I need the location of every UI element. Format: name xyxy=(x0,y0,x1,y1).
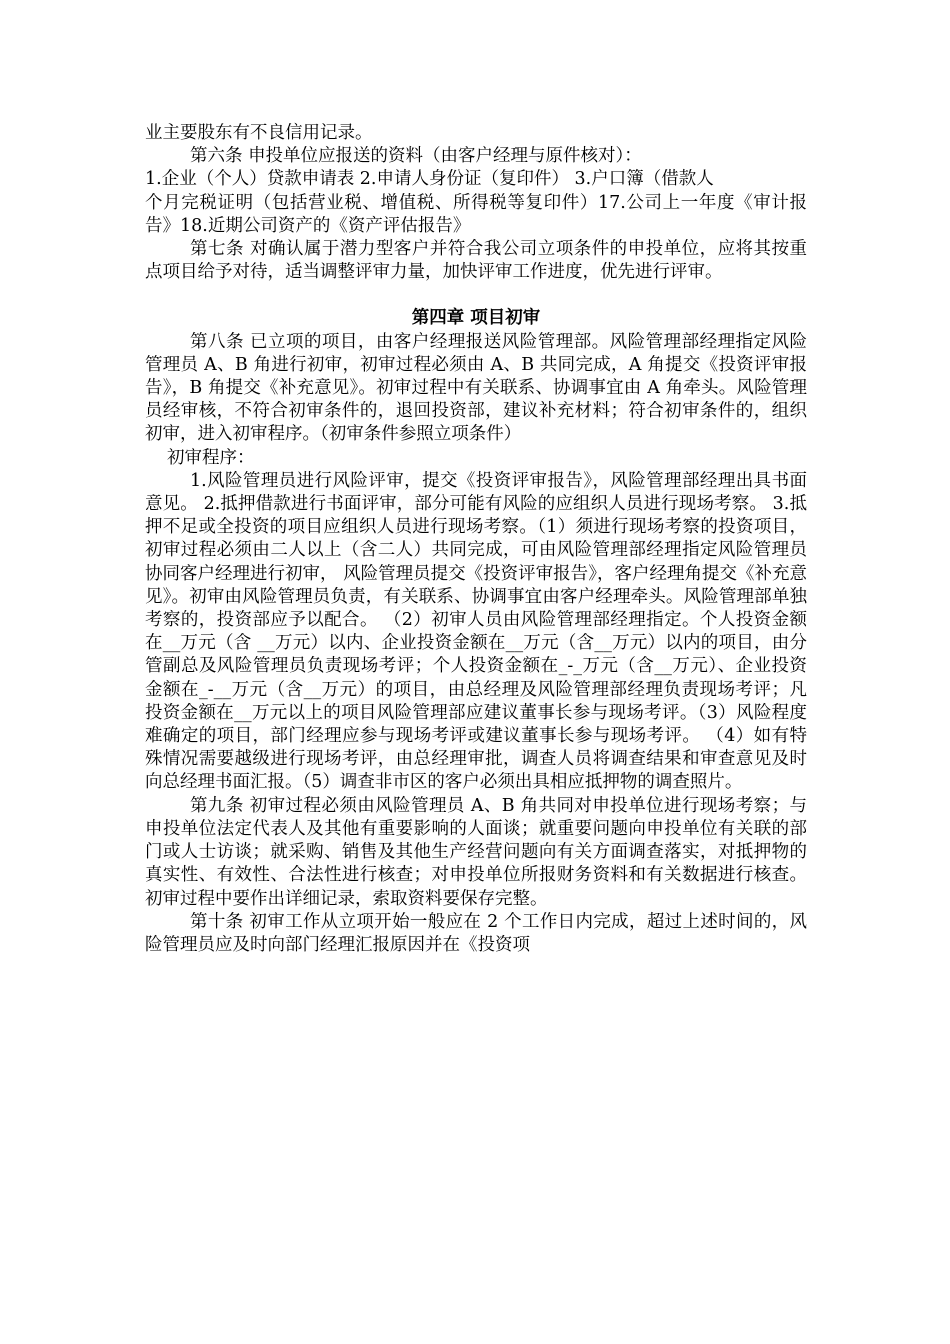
article-8: 第八条 已立项的项目，由客户经理报送风险管理部。风险管理部经理指定风险管理员 A、B 角进行初审，初审过程必须由 A、B 共同完成，A 角提交《投资评审报告》，B 角提交《补充意见》。初审过程中有关联系、协调事宜由 A 角牵头。风险管理员经审核，不符合初审条件的，退回投资部，建议补充材料；符合初审条件的，组织初审，进入初审程序。（初审条件参照立项条件） xyxy=(145,331,807,445)
chapter-heading: 第四章 项目初审 xyxy=(411,308,541,329)
document-page xyxy=(145,122,807,957)
article-7: 第七条 对确认属于潜力型客户并符合我公司立项条件的申投单位，应将其按重点项目给予对待，适当调整评审力量，加快评审工作进度，优先进行评审。 xyxy=(145,239,807,283)
article-6: 第六条 申投单位应报送的资料（由客户经理与原件核对）： xyxy=(190,146,642,167)
procedure-steps: 1.风险管理员进行风险评审，提交《投资评审报告》，风险管理部经理出具书面意见。 2.抵押借款进行书面评审，部分可能有风险的应组织人员进行现场考察。 3.抵押不足或全投资的项目应组织人员进行现场考察。（1）须进行现场考察的投资项目，初审过程必须由二人以上（含二人）共同完成，可由风险管理部经理指定风险管理员协同客户经理进行初审， 风险管理员提交《投资评审报告》，客户经理角提交《补充意见》。初审由风险管理员负责，有关联系、协调事宜由客户经理牵头。风险管理部单独考察的，投资部应予以配合。 （2）初审人员由风险管理部经理指定。个人投资金额在__万元（含 __万元）以内、企业投资金额在__万元（含__万元）以内的项目，由分管副总及风险管理员负责现场考评；个人投资金额在_-_万元（含__万元）、企业投资金额在_-__万元（含__万元）的项目，由总经理及风险管理部经理负责现场考评；凡投资金额在__万元以上的项目风险管理部应建议董事长参与现场考评。（3）风险程度难确定的项目，部门经理应参与现场考评或建议董事长参与现场考评。 （4）如有特殊情况需要越级进行现场考评，由总经理审批，调查人员将调查结果和审查意见及时向总经理书面汇报。（5）调查非市区的客户必须出具相应抵押物的调查照片。 xyxy=(145,470,807,793)
materials-list: 1.企业（个人）贷款申请表 2.申请人身份证（复印件） 3.户口簿（借款人 xyxy=(145,169,714,190)
procedure-heading: 初审程序： xyxy=(167,447,255,468)
article-9: 第九条 初审过程必须由风险管理员 A、B 角共同对申投单位进行现场考察；与申投单位法定代表人及其他有重要影响的人面谈；就重要问题向申投单位有关联的部门或人士访谈；就采购、销售及其他生产经营问题向有关方面调查落实，对抵押物的真实性、有效性、合法性进行核查；对申投单位所报财务资料和有关数据进行核查。初审过程中要作出详细记录，索取资料要保存完整。 xyxy=(145,795,807,909)
paragraph-continuation: 业主要股东有不良信用记录。 xyxy=(145,123,373,143)
article-10: 第十条 初审工作从立项开始一般应在 2 个工作日内完成，超过上述时间的，风险管理员应及时向部门经理汇报原因并在《投资项 xyxy=(145,911,807,955)
materials-list-continued: 个月完税证明（包括营业税、增值税、所得税等复印件）17.公司上一年度《审计报告》18.近期公司资产的《资产评估报告》 xyxy=(145,192,807,236)
